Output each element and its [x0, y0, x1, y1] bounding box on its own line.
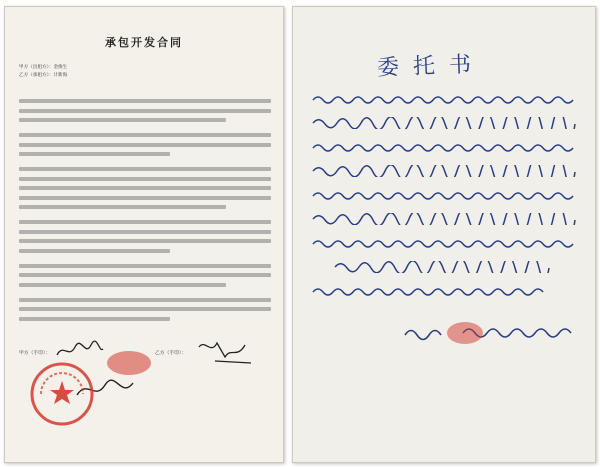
- letter-signoff: [403, 321, 583, 349]
- signature-a-label: 甲方（手印）：: [19, 351, 51, 356]
- signature-b-scribble: [195, 337, 255, 367]
- handwriting-line: [311, 189, 581, 201]
- handwriting-line: [311, 237, 581, 249]
- contract-title: 承包开发合同: [105, 36, 183, 49]
- red-fingerprint: [101, 343, 157, 383]
- handwriting-line: [311, 117, 581, 129]
- authorization-letter-page: [292, 6, 596, 463]
- handwriting-line: [311, 285, 581, 297]
- letter-title: 委托书: [376, 52, 486, 81]
- village-committee-seal: [27, 359, 97, 429]
- principal-signature-and-date: [403, 321, 583, 345]
- handwriting-line: [311, 213, 581, 225]
- contract-body: [19, 99, 271, 326]
- signature-b-label: 乙方（手印）：: [155, 351, 187, 356]
- party-b-line: 乙方（承租方）：计新海: [19, 73, 68, 78]
- handwriting-line: [311, 165, 581, 177]
- right-red-fingerprint: [443, 315, 487, 351]
- party-a-line: 甲方（出租方）：金俊生: [19, 65, 68, 70]
- contract-page: [4, 6, 284, 463]
- handwriting-line: [333, 261, 553, 273]
- handwriting-line: [311, 93, 581, 105]
- handwriting-line: [311, 141, 581, 153]
